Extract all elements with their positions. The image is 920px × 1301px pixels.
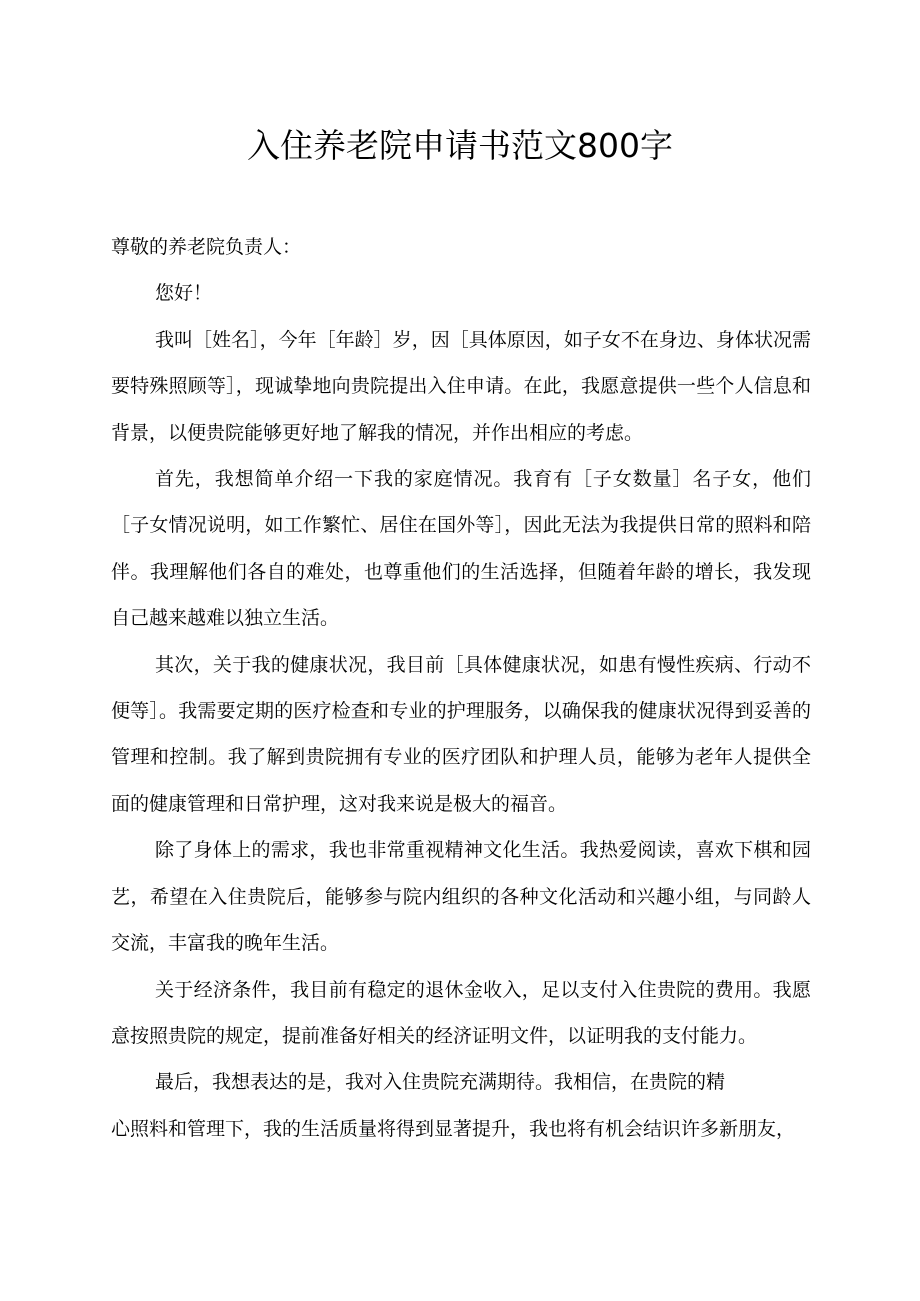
paragraph-culture: 除了身体上的需求，我也非常重视精神文化生活。我热爱阅读，喜欢下棋和园艺，希望在入住贵院后，能够参与院内组织的各种文化活动和兴趣小组，与同龄人交流，丰富我的晚年生活。 <box>111 839 811 955</box>
paragraph-family: 首先，我想简单介绍一下我的家庭情况。我育有［子女数量］名子女，他们［子女情况说明，如工作繁忙、居住在国外等］，因此无法为我提供日常的照料和陪伴。我理解他们各自的难处，也尊重他们的生活选择，但随着年龄的增长，我发现自己越来越难以独立生活。 <box>111 468 811 630</box>
paragraph-closing: 最后，我想表达的是，我对入住贵院充满期待。我相信，在贵院的精 <box>155 1071 726 1094</box>
salutation: 尊敬的养老院负责人： <box>111 236 302 258</box>
paragraph-health: 其次，关于我的健康状况，我目前［具体健康状况，如患有慢性疾病、行动不便等］。我需要定期的医疗检查和专业的护理服务，以确保我的健康状况得到妥善的管理和控制。我了解到贵院拥有专业的医疗团队和护理人员，能够为老年人提供全面的健康管理和日常护理，这对我来说是极大的福音。 <box>111 653 811 815</box>
greeting: 您好！ <box>155 282 213 305</box>
document-title: 入住养老院申请书范文800字 <box>247 126 673 165</box>
paragraph-introduction: 我叫［姓名］，今年［年龄］岁，因［具体原因，如子女不在身边、身体状况需要特殊照顾等］，现诚挚地向贵院提出入住申请。在此，我愿意提供一些个人信息和背景，以便贵院能够更好地了解我的情况，并作出相应的考虑。 <box>111 328 811 444</box>
paragraph-finance: 关于经济条件，我目前有稳定的退休金收入，足以支付入住贵院的费用。我愿意按照贵院的规定，提前准备好相关的经济证明文件，以证明我的支付能力。 <box>111 978 811 1047</box>
document-body <box>111 224 811 1152</box>
paragraph-closing-continued: 心照料和管理下，我的生活质量将得到显著提升，我也将有机会结识许多新朋友， <box>111 1117 796 1140</box>
